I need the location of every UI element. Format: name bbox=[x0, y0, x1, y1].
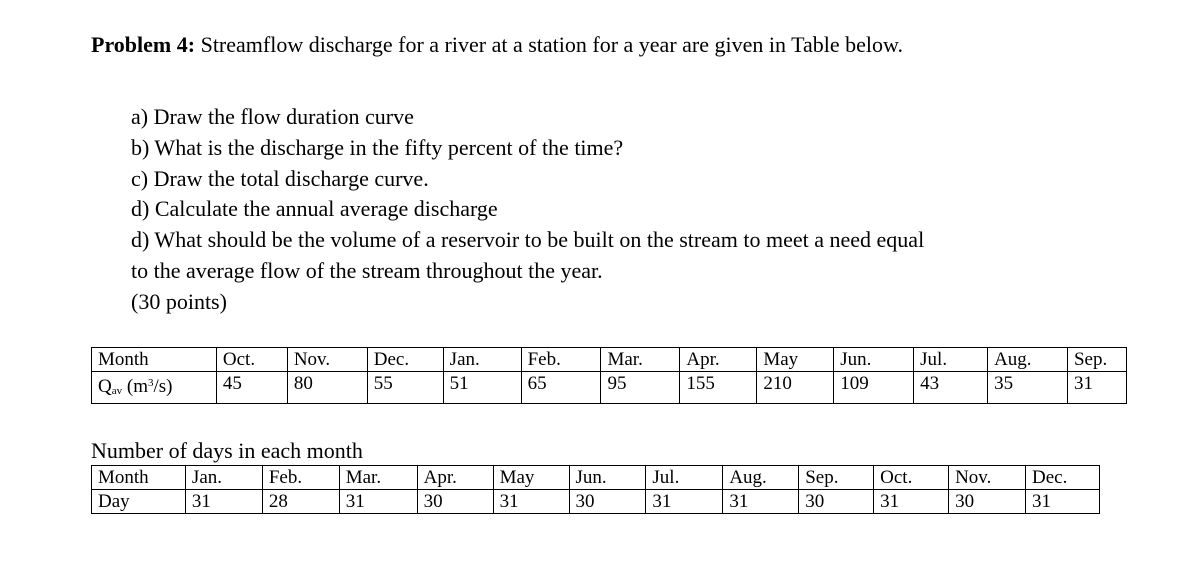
month-cell: Sep. bbox=[1067, 348, 1126, 372]
day-value-cell: 31 bbox=[874, 490, 949, 514]
discharge-value-cell: 95 bbox=[601, 372, 680, 404]
day-value-cell: 31 bbox=[493, 490, 569, 514]
discharge-value-cell: 65 bbox=[521, 372, 601, 404]
month-cell: Dec. bbox=[1026, 466, 1100, 490]
day-value-cell: 30 bbox=[569, 490, 646, 514]
days-table bbox=[91, 465, 1100, 514]
discharge-value-cell: 35 bbox=[988, 372, 1068, 404]
month-cell: May bbox=[757, 348, 834, 372]
month-cell: Apr. bbox=[680, 348, 757, 372]
day-value-cell: 30 bbox=[417, 490, 493, 514]
discharge-label-cell: $Q_{av}$ $(m^3/s)$ bbox=[92, 372, 217, 404]
month-cell: Feb. bbox=[262, 466, 339, 490]
task-item: to the average flow of the stream throughout the year. bbox=[131, 257, 603, 283]
day-value-cell: 31 bbox=[339, 490, 417, 514]
month-cell: Jul. bbox=[914, 348, 988, 372]
month-cell: Aug. bbox=[988, 348, 1068, 372]
discharge-value-cell: 109 bbox=[834, 372, 914, 404]
day-value-cell: 30 bbox=[949, 490, 1026, 514]
discharge-value-cell: 155 bbox=[680, 372, 757, 404]
task-item: a) Draw the flow duration curve bbox=[131, 104, 414, 129]
day-value-cell: 31 bbox=[646, 490, 723, 514]
day-value-cell: 30 bbox=[799, 490, 874, 514]
discharge-value-cell: 210 bbox=[757, 372, 834, 404]
discharge-value-cell: 43 bbox=[914, 372, 988, 404]
discharge-value-row bbox=[92, 372, 1127, 404]
month-header-cell: Month bbox=[92, 466, 186, 490]
day-label-cell: Day bbox=[92, 490, 186, 514]
task-item: d) What should be the volume of a reservoir to be built on the stream to meet a need equal bbox=[131, 227, 925, 253]
day-value-cell: 31 bbox=[1026, 490, 1100, 514]
month-cell: Jul. bbox=[646, 466, 723, 490]
discharge-value-cell: 45 bbox=[216, 372, 287, 404]
day-value-cell: 31 bbox=[723, 490, 799, 514]
month-cell: Nov. bbox=[949, 466, 1026, 490]
problem-label: Problem 4: bbox=[91, 32, 196, 57]
days-header-row bbox=[92, 466, 1100, 490]
month-cell: Jun. bbox=[834, 348, 914, 372]
days-table-caption: Number of days in each month bbox=[91, 438, 363, 463]
discharge-value-cell: 31 bbox=[1067, 372, 1126, 404]
discharge-table bbox=[91, 347, 1127, 404]
problem-text: Streamflow discharge for a river at a station for a year are given in Table below. bbox=[195, 32, 903, 57]
discharge-value-cell: 51 bbox=[443, 372, 521, 404]
day-value-cell: 31 bbox=[185, 490, 262, 514]
month-cell: Aug. bbox=[723, 466, 799, 490]
problem-statement bbox=[91, 30, 903, 60]
task-item: d) Calculate the annual average discharge bbox=[131, 196, 498, 222]
task-item: c) Draw the total discharge curve. bbox=[131, 165, 429, 191]
month-cell: Oct. bbox=[216, 348, 287, 372]
task-item: b) What is the discharge in the fifty percent of the time? bbox=[131, 134, 624, 160]
month-cell: Mar. bbox=[601, 348, 680, 372]
month-cell: May bbox=[493, 466, 569, 490]
month-cell: Feb. bbox=[521, 348, 601, 372]
month-cell: Jan. bbox=[185, 466, 262, 490]
task-list bbox=[131, 102, 924, 318]
month-cell: Jan. bbox=[443, 348, 521, 372]
month-cell: Apr. bbox=[417, 466, 493, 490]
day-value-cell: 28 bbox=[262, 490, 339, 514]
month-cell: Mar. bbox=[339, 466, 417, 490]
discharge-value-cell: 80 bbox=[287, 372, 367, 404]
days-value-row bbox=[92, 490, 1100, 514]
month-header-cell: Month bbox=[92, 348, 217, 372]
month-cell: Dec. bbox=[367, 348, 443, 372]
month-cell: Oct. bbox=[874, 466, 949, 490]
discharge-header-row bbox=[92, 348, 1127, 372]
month-cell: Nov. bbox=[287, 348, 367, 372]
points-note: (30 points) bbox=[131, 288, 227, 314]
discharge-value-cell: 55 bbox=[367, 372, 443, 404]
month-cell: Sep. bbox=[799, 466, 874, 490]
month-cell: Jun. bbox=[569, 466, 646, 490]
